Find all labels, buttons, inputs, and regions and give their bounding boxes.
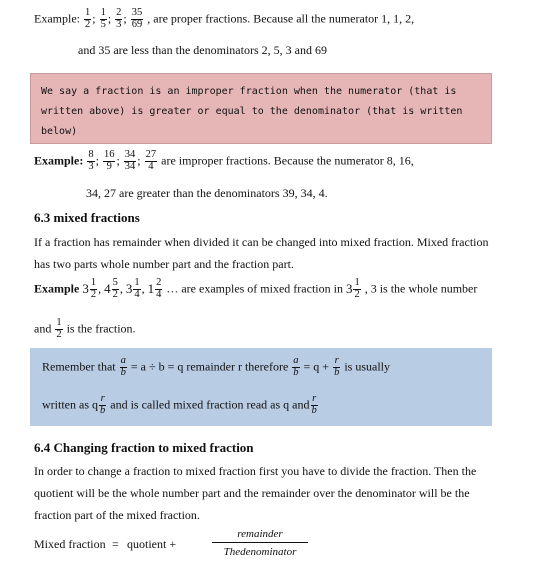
example3-mixed-1: 3 $\frac{1}{2}$ [82,277,97,300]
example1-fraction-4: $\frac{35}{69}$ [131,7,143,30]
remember-fraction-a-over-b: $\frac{a}{b}$ [120,355,126,378]
example3-text: … are examples of mixed fraction in [166,281,343,296]
example3-mixed-3: 3 $\frac{1}{4}$ [125,277,140,300]
example2-fraction-1: $\frac{8}{3}$ [88,149,94,172]
section-6-3-para-line2: has two parts whole number part and the fraction part. [34,257,294,271]
example3-ref-mixed: 3 $\frac{1}{2}$ [345,277,360,300]
section-6-4-heading: 6.4 Changing fraction to mixed fraction [34,440,254,455]
mixed-fraction-formula-eq: = [112,537,119,551]
example3-line2: and $\frac{1}{2}$ is the fraction. [34,317,136,340]
section-6-3-heading: 6.3 mixed fractions [34,210,140,225]
example2-fraction-3: $\frac{34}{34}$ [124,149,136,172]
example3-line1: Example 3 $\frac{1}{2}$ , 4 $\frac{5}{2}$ , 3 $\frac{1}{4}$ , 1 $\frac{2}{4}$ … are examples of mixed fraction in 3 $\frac{1}{2}$ , 3 is the whole number [34,277,478,300]
example3-mixed-4: 1 $\frac{2}{4}$ [147,277,162,300]
section-6-4-para-line2: quotient will be the whole number part and the remainder over the denominator will be the [34,486,470,500]
improper-fraction-note-box [30,73,492,144]
example2-line2: 34, 27 are greater than the denominators 39, 34, 4. [86,186,328,200]
mixed-fraction-formula-lhs: Mixed fraction [34,537,106,551]
remember-fraction-r-over-b-2: $\frac{r}{b}$ [100,393,106,416]
section-6-4-para-line1: In order to change a fraction to mixed fraction first you have to divide the fraction. Then the [34,464,477,478]
mixed-fraction-formula-fraction [212,528,308,558]
example3-label: Example [34,281,80,296]
formula-denominator: Thedenominator [223,546,297,558]
example2-text: are improper fractions. Because the numerator 8, 16, [161,153,414,168]
remember-line2: written as q $\frac{r}{b}$ and is called mixed fraction read as q and $\frac{r}{b}$ [42,393,317,416]
remember-fraction-r-over-b-3: $\frac{r}{b}$ [311,393,317,416]
remember-line1: Remember that $\frac{a}{b}$ = a ÷ b = q remainder r therefore $\frac{a}{b}$ = q + $\frac{r}{b}$ is usually [42,355,390,378]
remember-fraction-r-over-b: $\frac{r}{b}$ [334,355,340,378]
example1-line1: Example: $\frac{1}{2}$ ; $\frac{1}{5}$ ; $\frac{2}{3}$ ; $\frac{35}{69}$ , are proper fractions. Because all the numerator 1, 1, 2, [34,7,415,30]
section-6-3-para-line1: If a fraction has remainder when divided it can be changed into mixed fraction. Mixed fraction [34,235,489,249]
example1-fraction-3: $\frac{2}{3}$ [116,7,122,30]
example1-line2: and 35 are less than the denominators 2, 5, 3 and 69 [78,43,327,57]
example3-mixed-2: 4 $\frac{5}{2}$ [104,277,118,300]
section-6-4-para-line3: fraction part of the mixed fraction. [34,508,200,522]
improper-fraction-note-text: We say a fraction is an improper fraction when the numerator (that is written above) is greater or equal to the denominator (that is written below) [41,86,463,137]
mixed-fraction-formula-quotient: quotient + [127,537,177,551]
example1-fraction-2: $\frac{1}{5}$ [100,7,106,30]
example2-fraction-2: $\frac{16}{9}$ [103,149,115,172]
example2-label: Example: [34,153,84,168]
example1-fraction-1: $\frac{1}{2}$ [84,7,91,30]
remember-box [30,348,492,426]
remember-fraction-a-over-b-2: $\frac{a}{b}$ [293,355,299,378]
formula-numerator: remainder [212,528,308,543]
example1-text: , are proper fractions. Because all the numerator 1, 1, 2, [147,11,415,26]
example1-label: Example: [34,11,80,26]
example3-tail: , 3 is the whole number [364,281,478,296]
example2-fraction-4: $\frac{27}{4}$ [145,149,157,172]
example3-line2-fraction: $\frac{1}{2}$ [56,317,62,340]
example2-line1: Example: $\frac{8}{3}$ ; $\frac{16}{9}$ ; $\frac{34}{34}$ ; $\frac{27}{4}$ are improper fractions. Because the numerator 8, 16, [34,149,414,172]
